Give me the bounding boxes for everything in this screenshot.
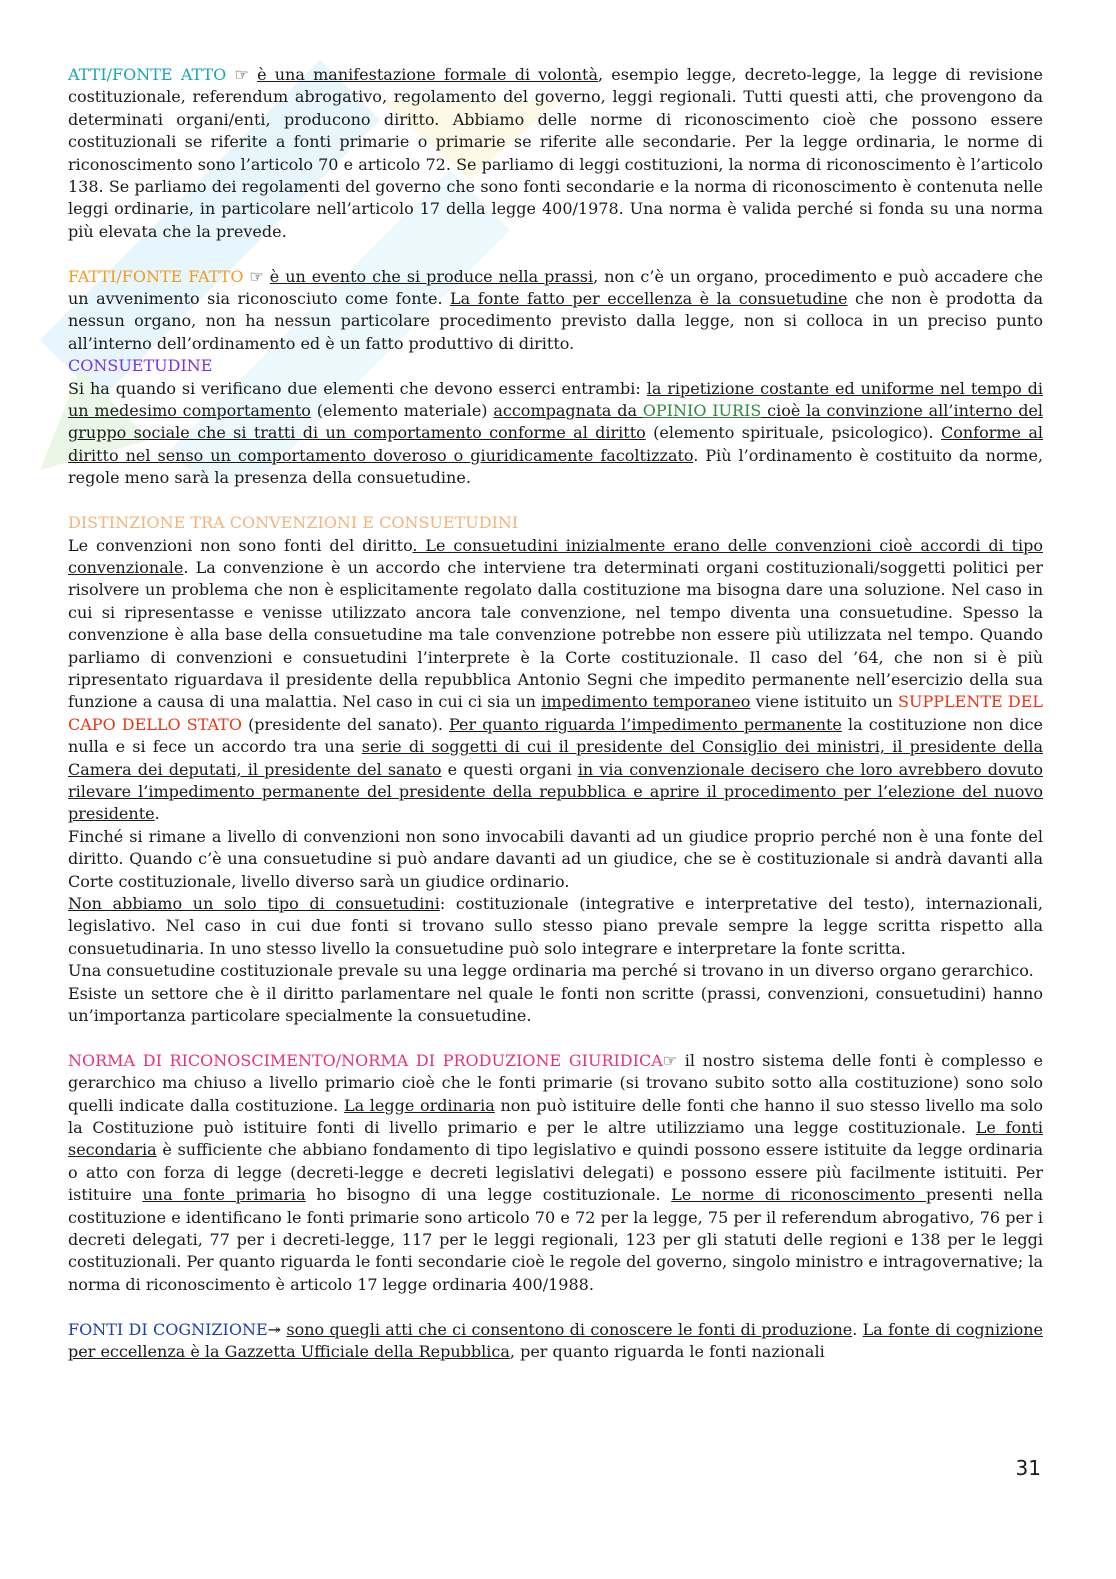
paragraph: [68, 64, 1043, 243]
text-run: è un evento che si produce nella prassi: [269, 266, 594, 286]
text-run: Le fonti secondaria: [68, 1118, 1044, 1160]
text-run: ☞: [226, 65, 258, 84]
text-run: . La convenzione è un accordo che interviene tra determinati organi costituzionali/soggetti politici per risolvere un problema che non è esplicitamente regolato dalla costituzione ma bisogna dare una soluzione. Nel caso in cui si ripresentasse e venisse utilizzato ancora tale convenzione, nel tempo diventa una consuetudine. Spesso la convenzione è alla base della consuetudine ma tale convenzione potrebbe non essere più utilizzata nel tempo. Quando parliamo di convenzioni e consuetudini l’interprete è la Corte costituzionale. Il caso del ’64, che non si è più ripresentato riguardava il presidente della repubblica Antonio Segni che impedito permanente nell’esercizio della sua funzione a causa di una malattia. Nel caso in cui ci sia un: [68, 557, 1043, 712]
text-run: non può istituire delle fonti che hanno il suo stesso livello ma solo la Costituzione può istituire fonti di livello primario e per le altre utilizziamo una legge costituzionale.: [68, 1095, 1044, 1138]
text-run: Una consuetudine costituzionale prevale su una legge ordinaria ma perché si trovano in un diverso organo gerarchico.: [68, 961, 1034, 981]
text-run: Finché si rimane a livello di convenzioni non sono invocabili davanti ad un giudice proprio perché non è una fonte del diritto. Quando c’è una consuetudine si può andare davanti ad un giudice, che se è costituzionale si andrà davanti alla Corte costituzionale, livello diverso sarà un giudice ordinario.: [68, 826, 1043, 891]
text-run: è sufficiente che abbiano fondamento di tipo legislativo e quindi possono essere istituite da legge ordinaria o atto con forza di legge (decreti-legge e decreti legislativi delegati) e possono essere più facilmente istituiti. Per istituire: [68, 1140, 1043, 1205]
text-run: che non è prodotta da nessun organo, non ha nessun particolare procedimento previsto dalla legge, non si colloca in un preciso punto all’interno dell’ordinamento ed è un fatto produttivo di diritto.: [68, 289, 1044, 353]
text-run: Conforme al diritto nel senso un comportamento doveroso o giuridicamente facoltizzato: [68, 423, 1043, 465]
text-run: ho bisogno di una legge costituzionale.: [305, 1185, 672, 1205]
text-run: Si ha quando si verificano due elementi che devono esserci entrambi:: [68, 378, 647, 398]
text-run: Non abbiamo un solo tipo di consuetudini: [68, 894, 440, 913]
paragraph: [68, 826, 1043, 893]
text-run: accompagnata da: [493, 401, 643, 421]
section-heading: SUPPLENTE DEL CAPO DELLO STATO: [68, 692, 1044, 734]
text-run: , per quanto riguarda le fonti nazionali: [509, 1342, 825, 1362]
text-run: una fonte primaria: [142, 1185, 306, 1205]
section-heading: CONSUETUDINE: [68, 356, 213, 376]
section-heading: ATTI/FONTE ATTO: [68, 65, 227, 84]
text-run: : costituzionale (integrative e interpretative del testo), internazionali, legislativo. Nel caso in cui due fonti si trovano sullo stesso piano prevale sempre la legge scritta rispetto alla consuetudinaria. In uno stesso livello la consuetudine può solo integrare e interpretare la fonte scritta.: [68, 894, 1043, 958]
text-run: cioè la convinzione all’interno del gruppo sociale che si tratti di un comportamento conforme al diritto: [68, 401, 1044, 443]
text-run: impedimento temporaneo: [541, 692, 751, 712]
text-run: è una manifestazione formale di volontà: [257, 65, 598, 84]
text-run: (presidente del sanato).: [241, 714, 449, 734]
paragraph-gap: [68, 1027, 1043, 1049]
text-run: , esempio legge, decreto-legge, la legge di revisione costituzionale, referendum abrogativo, regolamento del governo, leggi regionali. Tutti questi atti, che provengono da determinati organi/enti, producono diritto. Abbiamo delle norme di riconoscimento cioè che possono essere costituzionali se riferite a fonti primarie o primarie se riferite alle secondarie. Per la legge ordinaria, le norme di riconoscimento sono l’articolo 70 e articolo 72. Se parliamo di leggi costituzioni, la norma di riconoscimento è l’articolo 138. Se parliamo dei regolamenti del governo che sono fonti secondarie e la norma di riconoscimento è contenuta nelle leggi ordinarie, in particolare nell’articolo 17 della legge 400/1978. Una norma è valida perché si fonda su una norma più elevata che la prevede.: [68, 65, 1044, 241]
text-run: ↠: [267, 1319, 287, 1339]
text-run: .: [852, 1319, 863, 1339]
paragraph: [68, 535, 1043, 826]
paragraph-gap: [68, 1296, 1043, 1318]
paragraph: [68, 893, 1043, 960]
section-heading: FONTI DI COGNIZIONE: [68, 1319, 268, 1339]
text-run: (elemento materiale): [310, 401, 494, 421]
section-heading: DISTINZIONE TRA CONVENZIONI E CONSUETUDINI: [68, 513, 519, 533]
page-number: 31: [1015, 1456, 1041, 1480]
text-run: Esiste un settore che è il diritto parlamentare nel quale le fonti non scritte (prassi, convenzioni, consuetudini) hanno un’importanza particolare specialmente la consuetudine.: [68, 983, 1043, 1026]
paragraph: [68, 378, 1043, 490]
paragraph-gap: [68, 243, 1043, 265]
text-run: ☞: [243, 266, 270, 286]
paragraph: [68, 266, 1043, 356]
text-run: La legge ordinaria: [343, 1095, 495, 1115]
text-run: la costituzione non dice nulla e si fece un accordo tra una: [68, 714, 1043, 757]
text-run: La fonte di cognizione per eccellenza è la Gazzetta Ufficiale della Repubblica: [68, 1319, 1044, 1362]
paragraph: [68, 1050, 1043, 1296]
text-run: Per quanto riguarda l’impedimento permanente: [449, 714, 842, 734]
text-run: , non c’è un organo, procedimento e può accadere che un avvenimento sia riconosciuto come fonte.: [68, 266, 1044, 309]
text-run: OPINIO IURIS: [642, 401, 762, 421]
text-run: in via convenzionale decisero che loro avrebbero dovuto rilevare l’impedimento permanente del presidente della repubblica e aprire il procedimento per l’elezione del nuovo presidente: [68, 759, 1043, 824]
text-run: Le norme di riconoscimento: [671, 1185, 926, 1205]
document-page: [68, 64, 1043, 1364]
text-run: (elemento spirituale, psicologico).: [645, 423, 941, 443]
text-run: viene istituito un: [750, 692, 899, 712]
text-run: sono quegli atti che ci consentono di conoscere le fonti di produzione: [286, 1319, 853, 1339]
paragraph: [68, 355, 1043, 377]
text-run: Le convenzioni non sono fonti del diritto: [68, 535, 413, 555]
paragraph: [68, 983, 1043, 1028]
section-heading: FATTI/FONTE FATTO: [68, 266, 244, 286]
text-run: .: [154, 804, 160, 824]
text-run: la ripetizione costante ed uniforme nel tempo di un medesimo comportamento: [68, 378, 1044, 421]
paragraph: [68, 960, 1043, 982]
text-run: ☞ il nostro sistema delle fonti è complesso e gerarchico ma chiuso a livello primario cioè che le fonti primarie (si trovano subito sotto alla costituzione) sono solo quelli indicate dalla costituzione.: [68, 1050, 1043, 1115]
text-run: La fonte fatto per eccellenza è la consuetudine: [450, 289, 848, 309]
text-run: . Più l’ordinamento è costituito da norme, regole meno sarà la presenza della consuetudine.: [68, 445, 1043, 488]
text-run: presenti nella costituzione e identificano le fonti primarie sono articolo 70 e 72 per la legge, 75 per il referendum abrogativo, 76 per i decreti delegati, 77 per i decreti-legge, 117 per le leggi regionali, 123 per gli statuti delle regioni e 138 per le leggi costituzionali. Per quanto riguarda le fonti secondarie cioè le regole del governo, singolo ministro e intragovernative; la norma di riconoscimento è articolo 17 legge ordinaria 400/1988.: [68, 1185, 1043, 1294]
text-run: . Le consuetudini inizialmente erano delle convenzioni cioè accordi di tipo convenzionale: [68, 535, 1044, 577]
paragraph: [68, 1319, 1043, 1364]
paragraph: [68, 512, 1043, 534]
section-heading: NORMA DI RICONOSCIMENTO/NORMA DI PRODUZIONE GIURIDICA: [68, 1050, 663, 1070]
paragraph-gap: [68, 490, 1043, 512]
text-run: e questi organi: [441, 759, 578, 779]
text-run: serie di soggetti di cui il presidente del Consiglio dei ministri, il presidente della Camera dei deputati, il presidente del sanato: [68, 737, 1043, 779]
